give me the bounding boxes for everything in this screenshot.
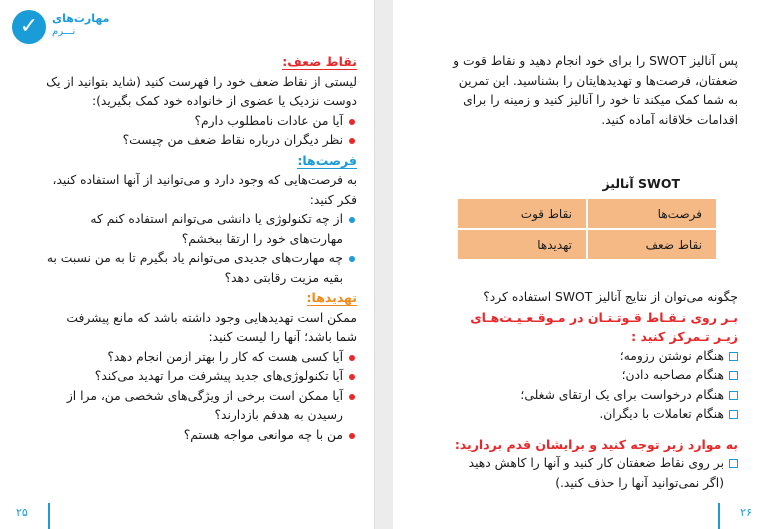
threats-heading: تهدیدها: xyxy=(306,290,357,305)
bullet-icon xyxy=(349,138,355,144)
table-row xyxy=(457,198,717,229)
list-item: هنگام تعاملات با دیگران. xyxy=(453,405,738,425)
list-item: نظر دیگران درباره نقاط ضعف من چیست؟ xyxy=(42,131,357,151)
swot-title: آنالیز SWOT xyxy=(602,176,680,191)
right-content xyxy=(453,288,738,493)
opportunities-intro: به فرصت‌هایی که وجود دارد و می‌توانید از آنها استفاده کنید، فکر کنید: xyxy=(52,173,357,207)
focus-list xyxy=(453,347,738,425)
bullet-icon xyxy=(349,355,355,361)
swot-question: چگونه می‌توان از نتایج آنالیز SWOT استفاده کرد؟ xyxy=(483,290,738,304)
list-item: من با چه موانعی مواجه هستم؟ xyxy=(42,426,357,446)
logo xyxy=(12,6,132,54)
list-item: هنگام مصاحبه دادن؛ xyxy=(453,366,738,386)
page-bar xyxy=(718,503,720,529)
checkbox-icon xyxy=(729,371,738,380)
table-cell: فرصت‌ها xyxy=(587,198,717,229)
bullet-icon xyxy=(349,374,355,380)
left-content xyxy=(42,52,357,445)
bullet-icon xyxy=(349,394,355,400)
list-item: آیا تکنولوژی‌های جدید پیشرفت مرا تهدید می‌کند؟ xyxy=(42,367,357,387)
weaknesses-list xyxy=(42,112,357,151)
table-cell: نقاط قوت xyxy=(457,198,587,229)
swot-table xyxy=(456,197,718,261)
attention-list xyxy=(453,454,738,493)
focus-heading: بـر روی نـقـاط قـوتـتـان در مـوقـعـیـت‌هـای زیـر تـمرکز کنید : xyxy=(470,309,738,344)
table-row xyxy=(457,229,717,260)
list-item: بر روی نقاط ضعفتان کار کنید و آنها را کاهش دهید (اگر نمی‌توانید آنها را حذف کنید.) xyxy=(453,454,738,493)
table-cell: نقاط ضعف xyxy=(587,229,717,260)
logo-title: مهارت‌های xyxy=(52,12,110,25)
checkbox-icon xyxy=(729,391,738,400)
list-item: هنگام درخواست برای یک ارتقای شغلی؛ xyxy=(453,386,738,406)
list-item: چه مهارت‌های جدیدی می‌توانم یاد بگیرم تا به من نسبت به بقیه مزیت رقابتی دهد؟ xyxy=(42,249,357,288)
table-cell: تهدیدها xyxy=(457,229,587,260)
page-bar xyxy=(48,503,50,529)
weaknesses-intro: لیستی از نقاط ضعف خود را فهرست کنید (شاید بتوانید از یک دوست نزدیک یا عضوی از خانواده خود کمک بگیرید): xyxy=(46,74,357,108)
weaknesses-heading: نقاط ضعف: xyxy=(282,54,357,69)
list-item: هنگام نوشتن رزومه؛ xyxy=(453,347,738,367)
page-number: ۲۵ xyxy=(16,506,28,519)
right-page xyxy=(393,0,768,529)
threats-list xyxy=(42,348,357,446)
bullet-icon xyxy=(349,256,355,262)
left-page xyxy=(0,0,375,529)
check-icon: ✓ xyxy=(12,10,46,44)
opportunities-list xyxy=(42,210,357,288)
book-gutter xyxy=(375,0,393,529)
page-number: ۲۶ xyxy=(740,506,752,519)
logo-subtitle: نـــرم xyxy=(52,26,76,37)
intro-paragraph: پس آنالیز SWOT را برای خود انجام دهید و نقاط قوت و ضعفتان، فرصت‌ها و تهدیدهایتان را بشناسید. این تمرین به شما کمک میکند تا خود را آنالیز کنید و زمینه را برای اقدامات خلاقانه آماده کنید. xyxy=(453,54,738,127)
checkbox-icon xyxy=(729,352,738,361)
list-item: از چه تکنولوژی یا دانشی می‌توانم استفاده کنم که مهارت‌های خود را ارتقا ببخشم؟ xyxy=(42,210,357,249)
bullet-icon xyxy=(349,119,355,125)
bullet-icon xyxy=(349,217,355,223)
list-item: آیا کسی هست که کار را بهتر ازمن انجام دهد؟ xyxy=(42,348,357,368)
list-item: آیا ممکن است برخی از ویژگی‌های شخصی من، مرا از رسیدن به هدفم بازدارند؟ xyxy=(42,387,357,426)
opportunities-heading: فرصت‌ها: xyxy=(297,152,357,168)
right-intro xyxy=(453,52,738,130)
bullet-icon xyxy=(349,433,355,439)
threats-intro: ممکن است تهدیدهایی وجود داشته باشد که مانع پیشرفت شما باشد؛ آنها را لیست کنید: xyxy=(66,310,357,344)
list-item: آیا من عادات نامطلوب دارم؟ xyxy=(42,112,357,132)
checkbox-icon xyxy=(729,459,738,468)
attention-heading: به موارد زیر توجه کنید و برایشان قدم بردارید: xyxy=(454,436,738,452)
checkbox-icon xyxy=(729,410,738,419)
